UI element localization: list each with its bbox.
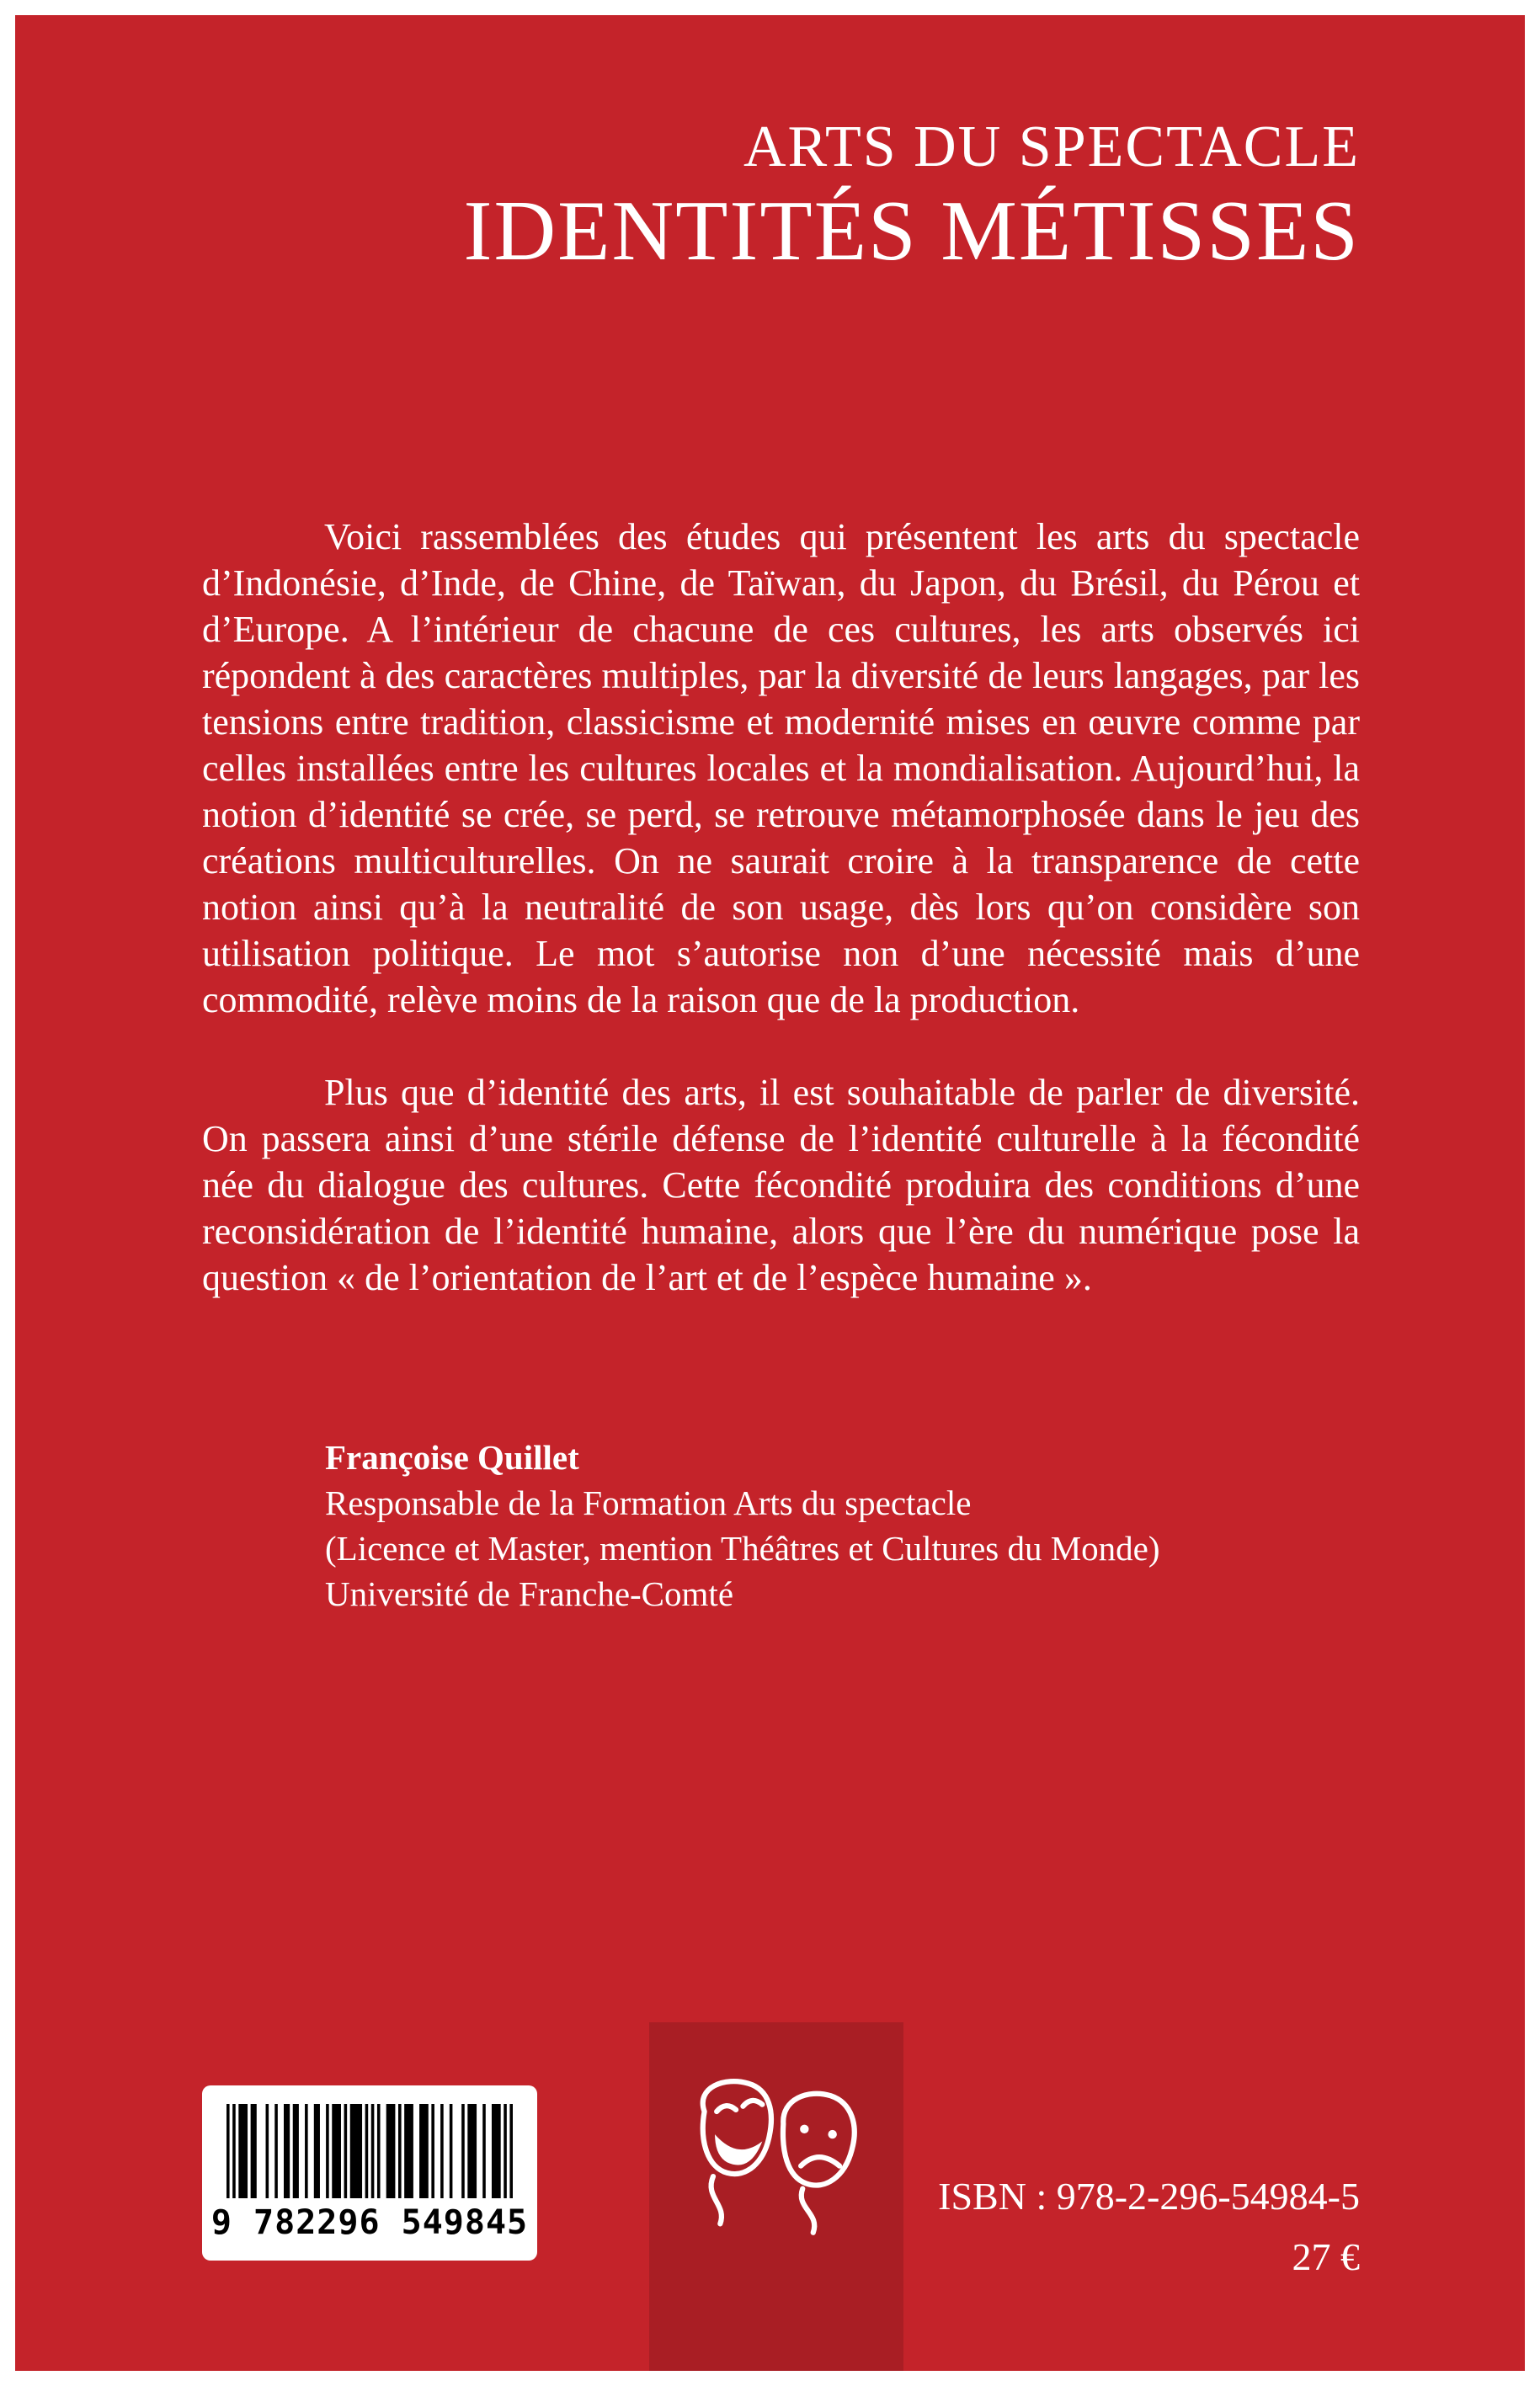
barcode	[202, 2085, 537, 2261]
title-block	[464, 115, 1360, 279]
isbn-block	[938, 2172, 1360, 2282]
book-title: IDENTITÉS MÉTISSES	[463, 184, 1360, 279]
author-university: Université de Franche-Comté	[325, 1574, 734, 1613]
barcode-bars	[226, 2104, 513, 2198]
isbn-number: ISBN : 978-2-296-54984-5	[938, 2175, 1360, 2218]
paragraph-1: Voici rassemblées des études qui présentent les arts du spectacle d’Indonésie, d’Inde, de Chine, de Taïwan, du Japon, du Brésil, du Pérou et d’Europe. A l’intérieur de chacune de ces cultures, les arts observés ici répondent à des caractères multiples, par la diversité de leurs langages, par les tensions entre tradition, classicisme et modernité mises en œuvre comme par celles installées entre les cultures locales et la mondialisation. Aujourd’hui, la notion d’identité se crée, se perd, se retrouve métamorphosée dans le jeu des créations multiculturelles. On ne saurait croire à la transparence de cette notion ainsi qu’à la neutralité de son usage, dès lors qu’on considère son utilisation politique. Le mot s’autorise non d’une nécessité mais d’une commodité, relève moins de la raison que de la production.	[202, 516, 1360, 1020]
author-name: Françoise Quillet	[325, 1438, 579, 1477]
author-block	[325, 1435, 1160, 1616]
paragraph-2: Plus que d’identité des arts, il est souhaitable de parler de diversité. On passera ainsi d’une stérile défense de l’identité culturelle à la fécondité née du dialogue des cultures. Cette fécondité produira des conditions d’une reconsidération de l’identité humaine, alors que l’ère du numérique pose la question « de l’orientation de l’art et de l’espèce humaine ».	[202, 1072, 1360, 1298]
author-role: Responsable de la Formation Arts du spectacle	[325, 1483, 972, 1522]
series-title: ARTS DU SPECTACLE	[743, 115, 1360, 179]
price: 27 €	[1292, 2235, 1360, 2278]
book-back-cover	[15, 15, 1525, 2371]
author-degree-info: (Licence et Master, mention Théâtres et Cultures du Monde)	[325, 1529, 1160, 1568]
theater-masks-icon	[671, 2057, 882, 2250]
back-cover-text	[202, 514, 1360, 1347]
barcode-digits: 9 782296 549845	[210, 2203, 529, 2242]
publisher-logo	[649, 2044, 903, 2263]
